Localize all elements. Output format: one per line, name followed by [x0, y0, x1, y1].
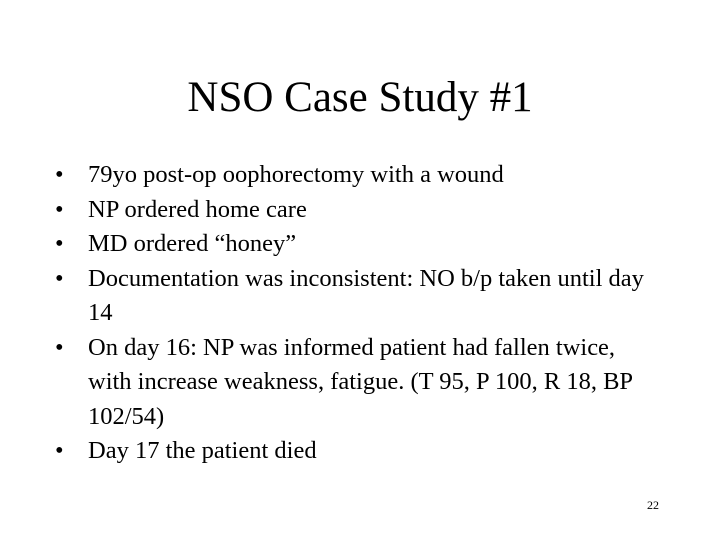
slide-number: 22: [647, 498, 659, 512]
bullet-dot-icon: •: [55, 437, 64, 464]
bullet-dot-icon: •: [55, 195, 64, 223]
bullet-text: On day 16: NP was informed patient had fallen twice, with increase weakness, fatigue. (T 95, P 100, R 18, BP 102/54): [88, 333, 633, 430]
bullet-text: MD ordered “honey”: [88, 230, 297, 257]
bullet-dot-icon: •: [55, 161, 64, 188]
slide-title: NSO Case Study #1: [187, 74, 533, 121]
bullet-dot-icon: •: [55, 230, 64, 257]
bullet-item: [55, 331, 655, 435]
bullet-item: [55, 193, 655, 228]
bullet-list: [55, 158, 655, 469]
bullet-item: [55, 262, 655, 331]
bullet-text: Documentation was inconsistent: NO b/p taken until day 14: [88, 264, 644, 326]
bullet-text: NP ordered home care: [88, 195, 307, 223]
bullet-item: [55, 227, 655, 262]
bullet-dot-icon: •: [55, 264, 64, 292]
bullet-text: Day 17 the patient died: [88, 437, 317, 464]
bullet-item: [55, 434, 655, 469]
bullet-dot-icon: •: [55, 333, 64, 361]
bullet-item: [55, 158, 655, 193]
bullet-text: 79yo post-op oophorectomy with a wound: [88, 161, 504, 188]
